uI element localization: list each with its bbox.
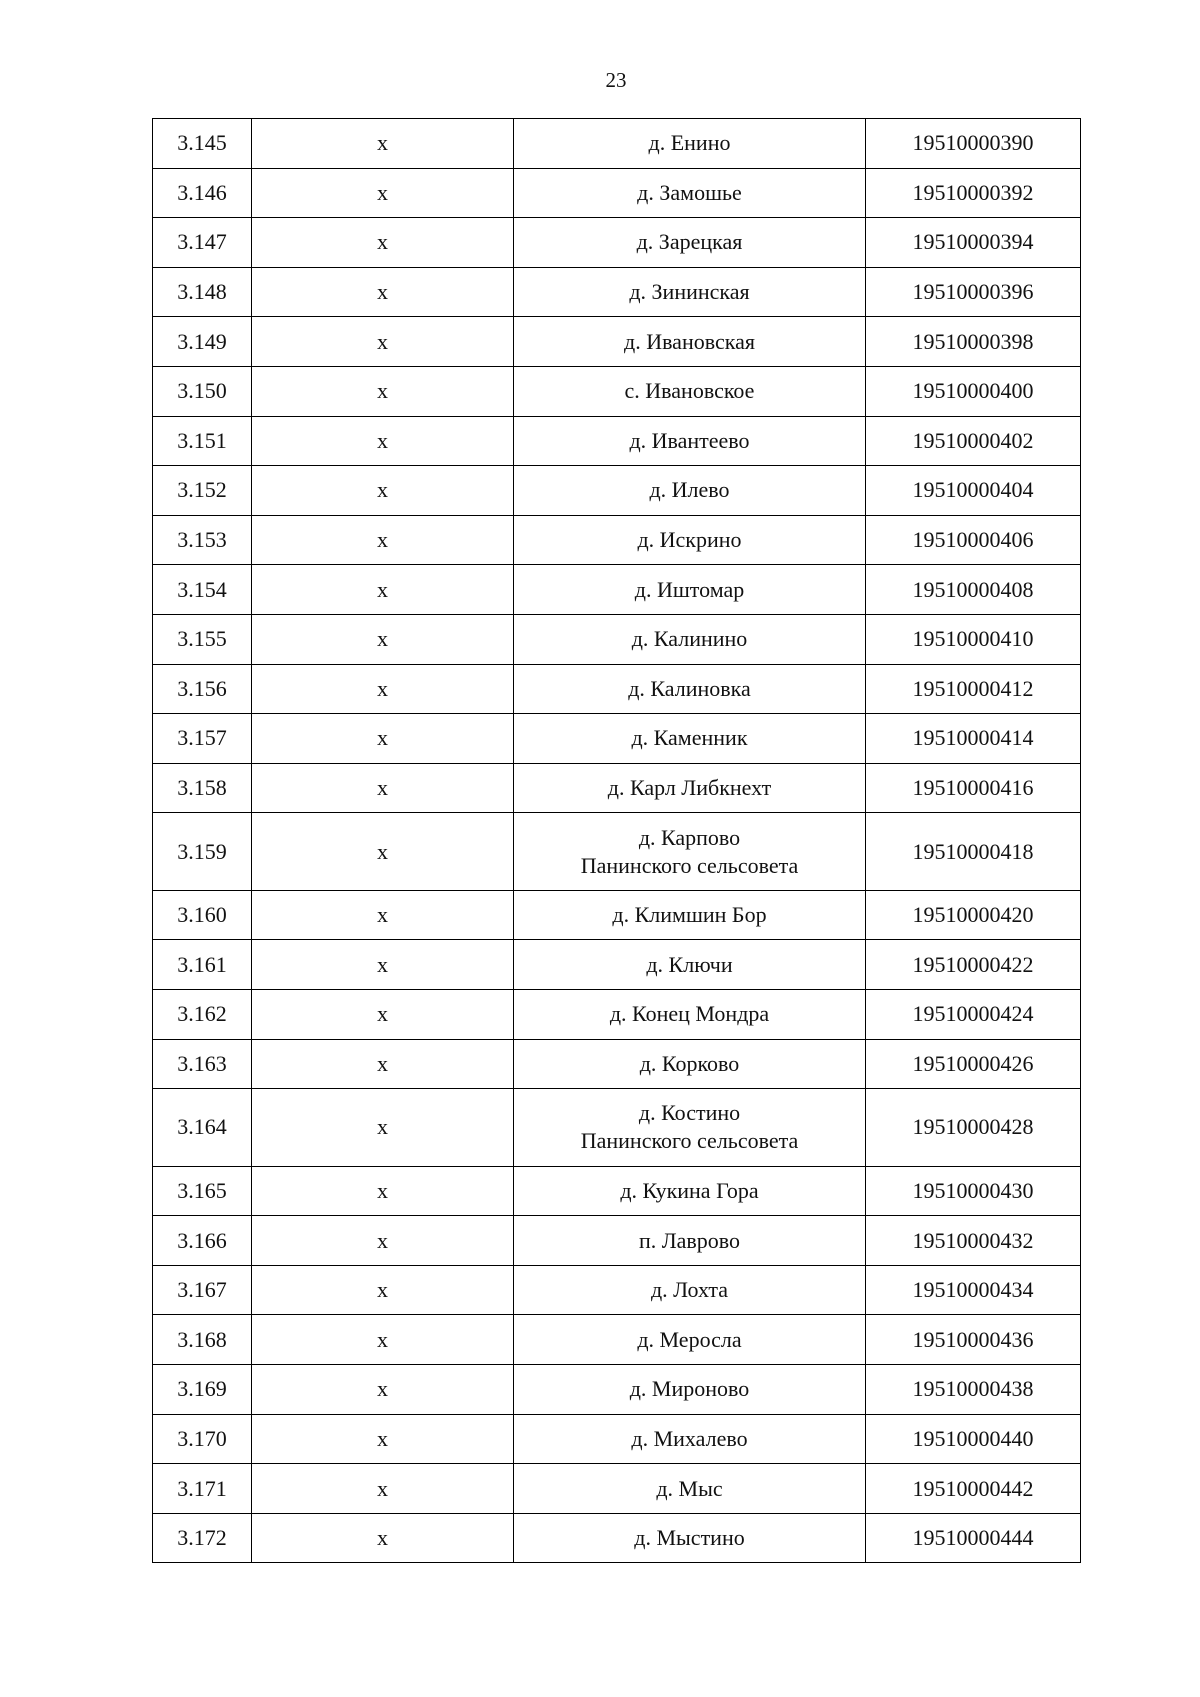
table-row [153, 890, 1081, 940]
settlement-name-line: д. Мыс [656, 1475, 723, 1501]
row-number-cell: 3.166 [153, 1216, 252, 1266]
code-cell: 19510000418 [866, 813, 1081, 891]
settlement-name-cell [514, 763, 866, 813]
settlement-name-cell [514, 466, 866, 516]
row-number-cell: 3.163 [153, 1039, 252, 1089]
settlement-name-cell [514, 565, 866, 615]
mark-cell: х [252, 614, 514, 664]
code-cell: 19510000416 [866, 763, 1081, 813]
settlement-name-line: д. Зарецкая [636, 229, 743, 255]
settlement-name-line: д. Климшин Бор [612, 902, 767, 928]
table-row [153, 218, 1081, 268]
settlement-name-line: п. Лаврово [638, 1227, 741, 1253]
settlement-name-line: д. Конец Мондра [609, 1001, 770, 1027]
settlement-name-cell [514, 515, 866, 565]
settlement-name-line: д. Михалево [631, 1425, 748, 1451]
table-row [153, 1464, 1081, 1514]
mark-cell: х [252, 1513, 514, 1563]
row-number-cell: 3.159 [153, 813, 252, 891]
mark-cell: х [252, 1315, 514, 1365]
settlement-name-cell [514, 416, 866, 466]
code-cell: 19510000430 [866, 1166, 1081, 1216]
mark-cell: х [252, 515, 514, 565]
mark-cell: х [252, 366, 514, 416]
code-cell: 19510000422 [866, 940, 1081, 990]
table-row [153, 1166, 1081, 1216]
settlement-name-line: д. Каменник [631, 725, 748, 751]
table-row [153, 990, 1081, 1040]
code-cell: 19510000406 [866, 515, 1081, 565]
table-body [153, 119, 1081, 1563]
settlement-name-line: с. Ивановское [624, 378, 755, 404]
row-number-cell: 3.154 [153, 565, 252, 615]
table-row [153, 565, 1081, 615]
settlement-name-cell [514, 1265, 866, 1315]
table-row [153, 940, 1081, 990]
table-row [153, 1216, 1081, 1266]
mark-cell: х [252, 267, 514, 317]
settlement-name-line: д. Искрино [637, 527, 742, 553]
table-row [153, 416, 1081, 466]
settlement-name-line: д. Ключи [646, 951, 733, 977]
row-number-cell: 3.155 [153, 614, 252, 664]
code-cell: 19510000434 [866, 1265, 1081, 1315]
table-row [153, 1513, 1081, 1563]
code-cell: 19510000404 [866, 466, 1081, 516]
settlement-name-line: д. Костино [638, 1100, 741, 1126]
mark-cell: х [252, 1216, 514, 1266]
settlement-name-line: д. Енино [648, 130, 731, 156]
row-number-cell: 3.145 [153, 119, 252, 169]
settlement-name-line: д. Ивановская [624, 328, 755, 354]
row-number-cell: 3.161 [153, 940, 252, 990]
table-row [153, 813, 1081, 891]
settlement-name-line: д. Лохта [650, 1277, 729, 1303]
settlement-name-line: д. Ивантеево [629, 427, 750, 453]
row-number-cell: 3.167 [153, 1265, 252, 1315]
table-row [153, 664, 1081, 714]
row-number-cell: 3.165 [153, 1166, 252, 1216]
row-number-cell: 3.168 [153, 1315, 252, 1365]
settlement-name-cell [514, 1513, 866, 1563]
code-cell: 19510000440 [866, 1414, 1081, 1464]
row-number-cell: 3.156 [153, 664, 252, 714]
row-number-cell: 3.151 [153, 416, 252, 466]
settlement-name-cell [514, 1414, 866, 1464]
settlement-name-cell [514, 317, 866, 367]
settlement-name-line: д. Мыстино [634, 1525, 745, 1551]
table-row [153, 1039, 1081, 1089]
code-cell: 19510000432 [866, 1216, 1081, 1266]
mark-cell: х [252, 119, 514, 169]
settlement-name-cell [514, 267, 866, 317]
row-number-cell: 3.146 [153, 168, 252, 218]
table-row [153, 614, 1081, 664]
code-cell: 19510000436 [866, 1315, 1081, 1365]
row-number-cell: 3.170 [153, 1414, 252, 1464]
row-number-cell: 3.149 [153, 317, 252, 367]
code-cell: 19510000410 [866, 614, 1081, 664]
table-row [153, 1414, 1081, 1464]
row-number-cell: 3.150 [153, 366, 252, 416]
code-cell: 19510000396 [866, 267, 1081, 317]
settlement-name-cell [514, 1039, 866, 1089]
mark-cell: х [252, 714, 514, 764]
code-cell: 19510000412 [866, 664, 1081, 714]
settlement-name-cell [514, 940, 866, 990]
code-cell: 19510000398 [866, 317, 1081, 367]
settlement-name-cell [514, 119, 866, 169]
settlements-table [152, 118, 1081, 1563]
row-number-cell: 3.148 [153, 267, 252, 317]
mark-cell: х [252, 763, 514, 813]
settlement-name-line: д. Замошье [637, 179, 742, 205]
settlement-name-cell [514, 1089, 866, 1167]
row-number-cell: 3.171 [153, 1464, 252, 1514]
settlement-name-cell [514, 890, 866, 940]
code-cell: 19510000390 [866, 119, 1081, 169]
settlement-name-line: д. Корково [639, 1050, 740, 1076]
settlement-name-cell [514, 168, 866, 218]
code-cell: 19510000444 [866, 1513, 1081, 1563]
mark-cell: х [252, 317, 514, 367]
settlement-name-cell [514, 1315, 866, 1365]
mark-cell: х [252, 813, 514, 891]
settlement-name-line: д. Карл Либкнехт [607, 775, 772, 801]
page-number: 23 [605, 68, 627, 92]
settlement-name-line: д. Илево [649, 477, 730, 503]
table-row [153, 366, 1081, 416]
settlement-name-line: д. Калинино [631, 626, 748, 652]
row-number-cell: 3.147 [153, 218, 252, 268]
settlement-name-cell [514, 990, 866, 1040]
table-row [153, 1089, 1081, 1167]
mark-cell: х [252, 1089, 514, 1167]
settlement-name-line: д. Мироново [629, 1376, 750, 1402]
settlement-name-line: д. Карпово [638, 824, 741, 850]
code-cell: 19510000402 [866, 416, 1081, 466]
mark-cell: х [252, 1365, 514, 1415]
mark-cell: х [252, 1039, 514, 1089]
settlement-name-cell [514, 1365, 866, 1415]
settlement-name-line: д. Калиновка [628, 675, 751, 701]
code-cell: 19510000414 [866, 714, 1081, 764]
settlement-name-cell [514, 664, 866, 714]
row-number-cell: 3.153 [153, 515, 252, 565]
settlement-name-cell [514, 366, 866, 416]
mark-cell: х [252, 466, 514, 516]
mark-cell: х [252, 890, 514, 940]
mark-cell: х [252, 1265, 514, 1315]
mark-cell: х [252, 1414, 514, 1464]
row-number-cell: 3.158 [153, 763, 252, 813]
settlement-name-cell [514, 714, 866, 764]
mark-cell: х [252, 990, 514, 1040]
mark-cell: х [252, 1464, 514, 1514]
mark-cell: х [252, 168, 514, 218]
settlement-name-cell [514, 1216, 866, 1266]
mark-cell: х [252, 664, 514, 714]
row-number-cell: 3.172 [153, 1513, 252, 1563]
row-number-cell: 3.157 [153, 714, 252, 764]
mark-cell: х [252, 416, 514, 466]
settlement-name-line: Панинского сельсовета [580, 1128, 799, 1154]
table-row [153, 119, 1081, 169]
table-row [153, 515, 1081, 565]
code-cell: 19510000426 [866, 1039, 1081, 1089]
code-cell: 19510000420 [866, 890, 1081, 940]
row-number-cell: 3.152 [153, 466, 252, 516]
code-cell: 19510000408 [866, 565, 1081, 615]
code-cell: 19510000424 [866, 990, 1081, 1040]
settlement-name-line: д. Зининская [629, 279, 750, 305]
row-number-cell: 3.160 [153, 890, 252, 940]
code-cell: 19510000428 [866, 1089, 1081, 1167]
settlement-name-cell [514, 813, 866, 891]
table-row [153, 317, 1081, 367]
table-row [153, 1365, 1081, 1415]
settlement-name-cell [514, 218, 866, 268]
row-number-cell: 3.169 [153, 1365, 252, 1415]
table-row [153, 763, 1081, 813]
code-cell: 19510000394 [866, 218, 1081, 268]
table-row [153, 168, 1081, 218]
mark-cell: х [252, 940, 514, 990]
mark-cell: х [252, 1166, 514, 1216]
row-number-cell: 3.162 [153, 990, 252, 1040]
table-row [153, 1265, 1081, 1315]
table-row [153, 466, 1081, 516]
settlement-name-line: д. Меросла [637, 1326, 742, 1352]
row-number-cell: 3.164 [153, 1089, 252, 1167]
code-cell: 19510000392 [866, 168, 1081, 218]
table-row [153, 714, 1081, 764]
mark-cell: х [252, 565, 514, 615]
settlement-name-line: Панинского сельсовета [580, 852, 799, 878]
code-cell: 19510000400 [866, 366, 1081, 416]
settlement-name-line: д. Кукина Гора [620, 1177, 759, 1203]
settlement-name-line: д. Иштомар [634, 576, 745, 602]
settlement-name-cell [514, 614, 866, 664]
table-row [153, 1315, 1081, 1365]
settlement-name-cell [514, 1464, 866, 1514]
mark-cell: х [252, 218, 514, 268]
code-cell: 19510000438 [866, 1365, 1081, 1415]
code-cell: 19510000442 [866, 1464, 1081, 1514]
table-row [153, 267, 1081, 317]
settlement-name-cell [514, 1166, 866, 1216]
